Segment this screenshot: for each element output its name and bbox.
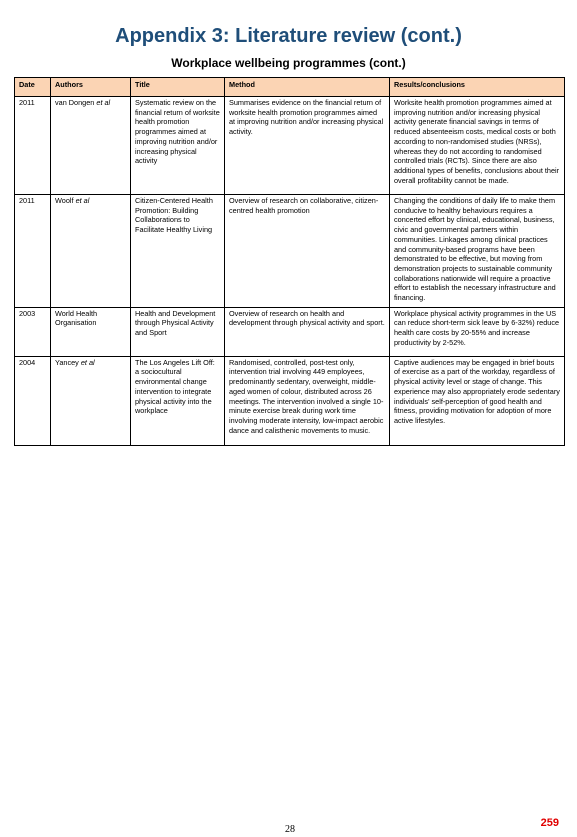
header-title: Title bbox=[131, 78, 225, 97]
author-etal: et al bbox=[75, 196, 90, 205]
cell-title: Systematic review on the financial return of worksite health promotion programmes aimed at improving nutrition and/or increasing physical activity bbox=[131, 97, 225, 195]
page-title: Appendix 3: Literature review (cont.) bbox=[115, 25, 462, 47]
section-title: Workplace wellbeing programmes (cont.) bbox=[171, 56, 406, 70]
author-name: Yancey bbox=[55, 357, 81, 367]
cell-method: Summarises evidence on the financial return of worksite health promotion programmes aimed at improving nutrition and/or increasing physical activity. bbox=[225, 97, 390, 195]
cell-method: Overview of research on collaborative, citizen-centred health promotion bbox=[225, 195, 390, 308]
author-name: van Dongen bbox=[55, 98, 97, 107]
table-header-row bbox=[15, 78, 565, 97]
cell-method: Randomised, controlled, post-test only, intervention trial involving 449 employees, predominantly sedentary, overweight, middle-aged women of colour, distributed across 26 meetings. The intervention involved a single 10-minute exercise break during work time involving moderate intensity, low-impact aerobic dance and calisthenic movements to music. bbox=[225, 356, 390, 445]
header-date: Date bbox=[15, 78, 51, 97]
cell-date: 2004 bbox=[15, 356, 51, 445]
cell-authors bbox=[51, 356, 131, 445]
page-number: 28 bbox=[285, 824, 295, 835]
cell-authors bbox=[51, 97, 131, 195]
cell-title: Citizen-Centered Health Promotion: Building Collaborations to Facilitate Healthy Living bbox=[131, 195, 225, 308]
cell-results: Captive audiences may be engaged in brief bouts of exercise as a part of the workday, regardless of physical activity level or stage of change. This experience may also appropriately erode sedentary individuals' self-perception of good health and fitness, providing motivation for adoption of more active lifestyles. bbox=[390, 356, 565, 445]
author-etal: et al bbox=[96, 98, 111, 107]
header-method: Method bbox=[225, 78, 390, 97]
cell-date: 2011 bbox=[15, 195, 51, 308]
cell-authors bbox=[51, 307, 131, 356]
header-results: Results/conclusions bbox=[390, 78, 565, 97]
cell-title: The Los Angeles Lift Off: a sociocultural environmental change intervention to integrate physical activity into the workplace bbox=[131, 356, 225, 445]
literature-review-table bbox=[14, 77, 565, 446]
document-page-number: 259 bbox=[540, 817, 559, 829]
cell-results: Workplace physical activity programmes in the US can reduce short-term sick leave by 6-32%) reduce health care costs by 20-55% and increase productivity by 2-52%. bbox=[390, 307, 565, 356]
header-authors: Authors bbox=[51, 78, 131, 97]
cell-method: Overview of research on health and development through physical activity and sport. bbox=[225, 307, 390, 356]
cell-authors bbox=[51, 195, 131, 308]
author-etal: et al bbox=[80, 357, 95, 367]
cell-results: Changing the conditions of daily life to make them conducive to healthy behaviours requires a concerted effort by clinical, educational, business, civic and governmental partners within communities. Linkages among clinical practices and community-based programs have been demonstrated to be effective, but moving from demonstration projects to sustainable community collaborations nationwide will require a proactive effort to establish the necessary infrastructure and financing. bbox=[390, 195, 565, 308]
table-row bbox=[15, 195, 565, 308]
table-row bbox=[15, 307, 565, 356]
author-name: World Health Organisation bbox=[55, 308, 98, 328]
table-row bbox=[15, 356, 565, 445]
table-row bbox=[15, 97, 565, 195]
cell-date: 2003 bbox=[15, 307, 51, 356]
cell-date: 2011 bbox=[15, 97, 51, 195]
cell-results: Worksite health promotion programmes aimed at improving nutrition and/or increasing physical activity generate financial savings in terms of reduced absenteeism costs, medical costs or both according to non-randomised studies (NRSs), whereas they do not according to randomised controlled trials (RCTs). Since there are also additional types of benefits, conclusions about their overall profitability cannot be made. bbox=[390, 97, 565, 195]
cell-title: Health and Development through Physical Activity and Sport bbox=[131, 307, 225, 356]
author-name: Woolf bbox=[55, 196, 76, 205]
